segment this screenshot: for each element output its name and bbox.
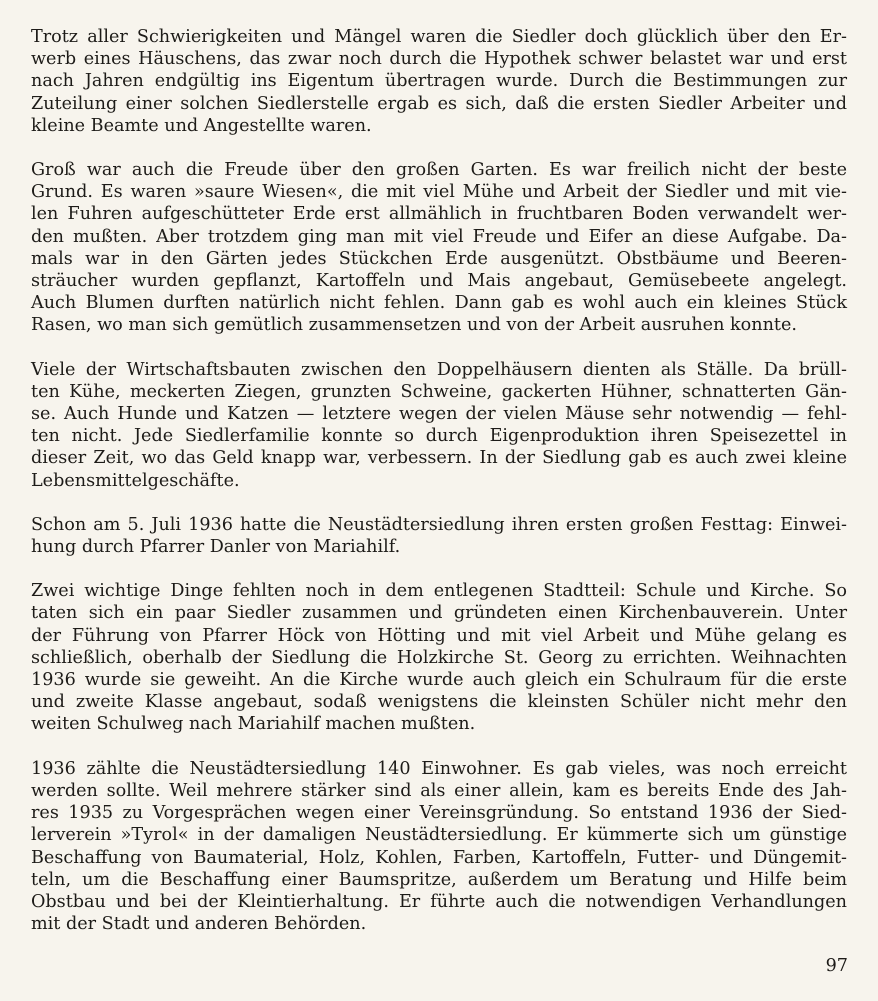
paragraph-2 bbox=[31, 159, 847, 337]
text-line: den mußten. Aber trotzdem ging man mit viel Freude und Eifer an diese Aufgabe. Da- bbox=[31, 226, 847, 247]
text-line: Beschaffung von Baumaterial, Holz, Kohlen, Farben, Kartoffeln, Futter- und Düngemit- bbox=[31, 847, 847, 868]
text-line: Zwei wichtige Dinge fehlten noch in dem entlegenen Stadtteil: Schule und Kirche. So bbox=[31, 581, 847, 602]
page-body bbox=[31, 26, 847, 957]
text-line: sträucher wurden gepflanzt, Kartoffeln und Mais angebaut, Gemüsebeete angelegt. bbox=[31, 271, 847, 292]
text-line: Auch Blumen durften natürlich nicht fehlen. Dann gab es wohl auch ein kleines Stück bbox=[31, 293, 847, 314]
text-line: lerverein »Tyrol« in der damaligen Neustädtersiedlung. Er kümmerte sich um günstige bbox=[31, 825, 847, 846]
text-line: nach Jahren endgültig ins Eigentum übertragen wurde. Durch die Bestimmungen zur bbox=[31, 71, 847, 92]
text-line: werb eines Häuschens, das zwar noch durch die Hypothek schwer belastet war und erst bbox=[31, 49, 847, 70]
paragraph-5 bbox=[31, 580, 847, 735]
text-line: Trotz aller Schwierigkeiten und Mängel waren die Siedler doch glücklich über den Er- bbox=[31, 27, 847, 47]
text-line: Viele der Wirtschaftsbauten zwischen den Doppelhäusern dienten als Ställe. Da brüll- bbox=[31, 359, 847, 380]
text-line: Zuteilung einer solchen Siedlerstelle ergab es sich, daß die ersten Siedler Arbeiter und bbox=[31, 93, 847, 114]
paragraph-6 bbox=[31, 758, 847, 936]
text-line: Grund. Es waren »saure Wiesen«, die mit viel Mühe und Arbeit der Siedler und mit vie- bbox=[31, 182, 847, 203]
text-line: se. Auch Hunde und Katzen — letztere wegen der vielen Mäuse sehr notwendig — fehl- bbox=[31, 404, 847, 425]
text-line: und zweite Klasse angebaut, sodaß wenigstens die kleinsten Schüler nicht mehr den bbox=[31, 692, 847, 713]
text-line: weiten Schulweg nach Mariahilf machen mußten. bbox=[31, 714, 476, 735]
page-number: 97 bbox=[825, 956, 848, 976]
text-line: werden sollte. Weil mehrere stärker sind als einer allein, kam es bereits Ende des Jah- bbox=[31, 780, 847, 801]
text-line: mit der Stadt und anderen Behörden. bbox=[31, 914, 367, 935]
text-line: Lebensmittelgeschäfte. bbox=[31, 470, 240, 491]
text-line: res 1935 zu Vorgesprächen wegen einer Vereinsgründung. So entstand 1936 der Sied- bbox=[31, 803, 847, 824]
text-line: Rasen, wo man sich gemütlich zusammensetzen und von der Arbeit ausruhen konnte. bbox=[31, 315, 797, 336]
text-line: Schon am 5. Juli 1936 hatte die Neustädtersiedlung ihren ersten großen Festtag: Einwei- bbox=[31, 514, 847, 535]
text-line: mals war in den Gärten jedes Stückchen Erde ausgenützt. Obstbäume und Beeren- bbox=[31, 248, 847, 269]
text-line: der Führung von Pfarrer Höck von Hötting und mit viel Arbeit und Mühe gelang es bbox=[31, 625, 847, 646]
text-line: schließlich, oberhalb der Siedlung die Holzkirche St. Georg zu errichten. Weihnachten bbox=[31, 647, 847, 668]
text-line: len Fuhren aufgeschütteter Erde erst allmählich in fruchtbaren Boden verwandelt wer- bbox=[31, 204, 847, 225]
text-line: hung durch Pfarrer Danler von Mariahilf. bbox=[31, 537, 401, 558]
text-line: teln, um die Beschaffung einer Baumspritze, außerdem um Beratung und Hilfe beim bbox=[31, 869, 847, 890]
text-line: dieser Zeit, wo das Geld knapp war, verbessern. In der Siedlung gab es auch zwei kleine bbox=[31, 448, 847, 469]
paragraph-1 bbox=[31, 26, 847, 137]
text-line: kleine Beamte und Angestellte waren. bbox=[31, 115, 372, 136]
text-line: ten nicht. Jede Siedlerfamilie konnte so durch Eigenproduktion ihren Speisezettel in bbox=[31, 426, 847, 447]
paragraph-4 bbox=[31, 514, 847, 558]
text-line: taten sich ein paar Siedler zusammen und gründeten einen Kirchenbauverein. Unter bbox=[31, 603, 847, 624]
text-line: ten Kühe, meckerten Ziegen, grunzten Schweine, gackerten Hühner, schnatterten Gän- bbox=[31, 381, 847, 402]
text-line: 1936 zählte die Neustädtersiedlung 140 Einwohner. Es gab vieles, was noch erreicht bbox=[31, 758, 847, 779]
text-line: Obstbau und bei der Kleintierhaltung. Er führte auch die notwendigen Verhandlungen bbox=[31, 891, 847, 912]
text-line: Groß war auch die Freude über den großen Garten. Es war freilich nicht der beste bbox=[31, 160, 847, 181]
paragraph-3 bbox=[31, 359, 847, 492]
text-line: 1936 wurde sie geweiht. An die Kirche wurde auch gleich ein Schulraum für die erste bbox=[31, 670, 847, 691]
